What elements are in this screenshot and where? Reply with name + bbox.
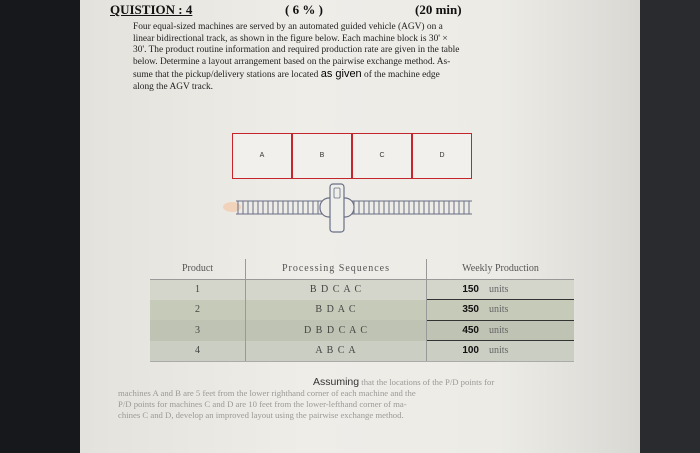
intro-line: linear bidirectional track, as shown in the figure below. Each machine block is 30' × xyxy=(133,33,448,44)
cell-sequence: D B D C A C xyxy=(246,320,427,341)
assumption-line: chines C and D, develop an improved layout using the pairwise exchange method. xyxy=(118,410,404,420)
intro-line: 30'. The product routine information and required production rate are given in the table xyxy=(133,45,460,56)
cell-product: 2 xyxy=(150,300,246,321)
production-unit: units xyxy=(489,345,509,357)
question-header xyxy=(110,2,610,18)
machine-layout xyxy=(232,133,472,180)
track-ties-right xyxy=(354,201,469,214)
production-qty: 150 xyxy=(462,283,479,295)
cell-product: 4 xyxy=(150,341,246,362)
production-unit: units xyxy=(489,283,509,295)
machine-block-d: D xyxy=(412,133,472,179)
intro-line: along the AGV track. xyxy=(133,81,214,92)
cell-sequence: A B C A xyxy=(246,341,427,362)
production-qty: 450 xyxy=(462,324,479,336)
question-percent: ( 6 % ) xyxy=(285,2,323,17)
agv-vehicle-mast xyxy=(330,184,344,232)
assumption-text: that the locations of the P/D points for xyxy=(361,377,495,387)
assumption-lead: Assuming xyxy=(313,376,360,388)
question-time: (20 min) xyxy=(415,2,462,17)
header-weekly-production: Weekly Production xyxy=(427,259,575,279)
cell-sequence: B D A C xyxy=(246,300,427,321)
assumption-line: machines A and B are 5 feet from the lower righthand corner of each machine and the xyxy=(118,388,416,398)
agv-track-diagram xyxy=(222,180,482,240)
table-row xyxy=(150,320,574,341)
intro-tail: of the machine edge xyxy=(364,69,440,80)
production-qty: 350 xyxy=(462,304,479,316)
production-qty: 100 xyxy=(462,345,479,357)
assumption-line: P/D points for machines C and D are 10 feet from the lower-lefthand corner of ma- xyxy=(118,399,407,409)
machine-block-b: B xyxy=(292,133,352,179)
cell-product: 1 xyxy=(150,279,246,300)
machine-block-a: A xyxy=(232,133,292,179)
production-table xyxy=(150,259,574,362)
header-product: Product xyxy=(150,259,246,279)
cell-production xyxy=(427,300,575,321)
question-number: QUISTION : 4 xyxy=(110,2,193,17)
table-row xyxy=(150,300,574,321)
cell-production xyxy=(427,320,575,341)
assumption-line xyxy=(118,377,598,388)
cell-product: 3 xyxy=(150,320,246,341)
cell-sequence: B D C A C xyxy=(246,279,427,300)
header-sequences: Processing Sequences xyxy=(246,259,427,279)
table-row xyxy=(150,279,574,300)
production-unit: units xyxy=(489,304,509,316)
table-row xyxy=(150,341,574,362)
intro-emphasis: as given xyxy=(320,67,362,80)
cell-production xyxy=(427,279,575,300)
intro-line: below. Determine a layout arrangement based on the pairwise exchange method. As- xyxy=(133,57,451,68)
intro-text: sume that the pickup/delivery stations are located xyxy=(133,69,319,80)
machine-block-c: C xyxy=(352,133,412,179)
intro-line xyxy=(133,69,593,82)
track-ties-left xyxy=(238,201,318,214)
intro-paragraph xyxy=(133,22,593,93)
assumption-paragraph xyxy=(118,377,598,421)
cell-production xyxy=(427,341,575,362)
screen-bezel xyxy=(640,0,700,453)
production-unit: units xyxy=(489,324,509,336)
intro-line: Four equal-sized machines are served by an automated guided vehicle (AGV) on a xyxy=(133,22,443,32)
